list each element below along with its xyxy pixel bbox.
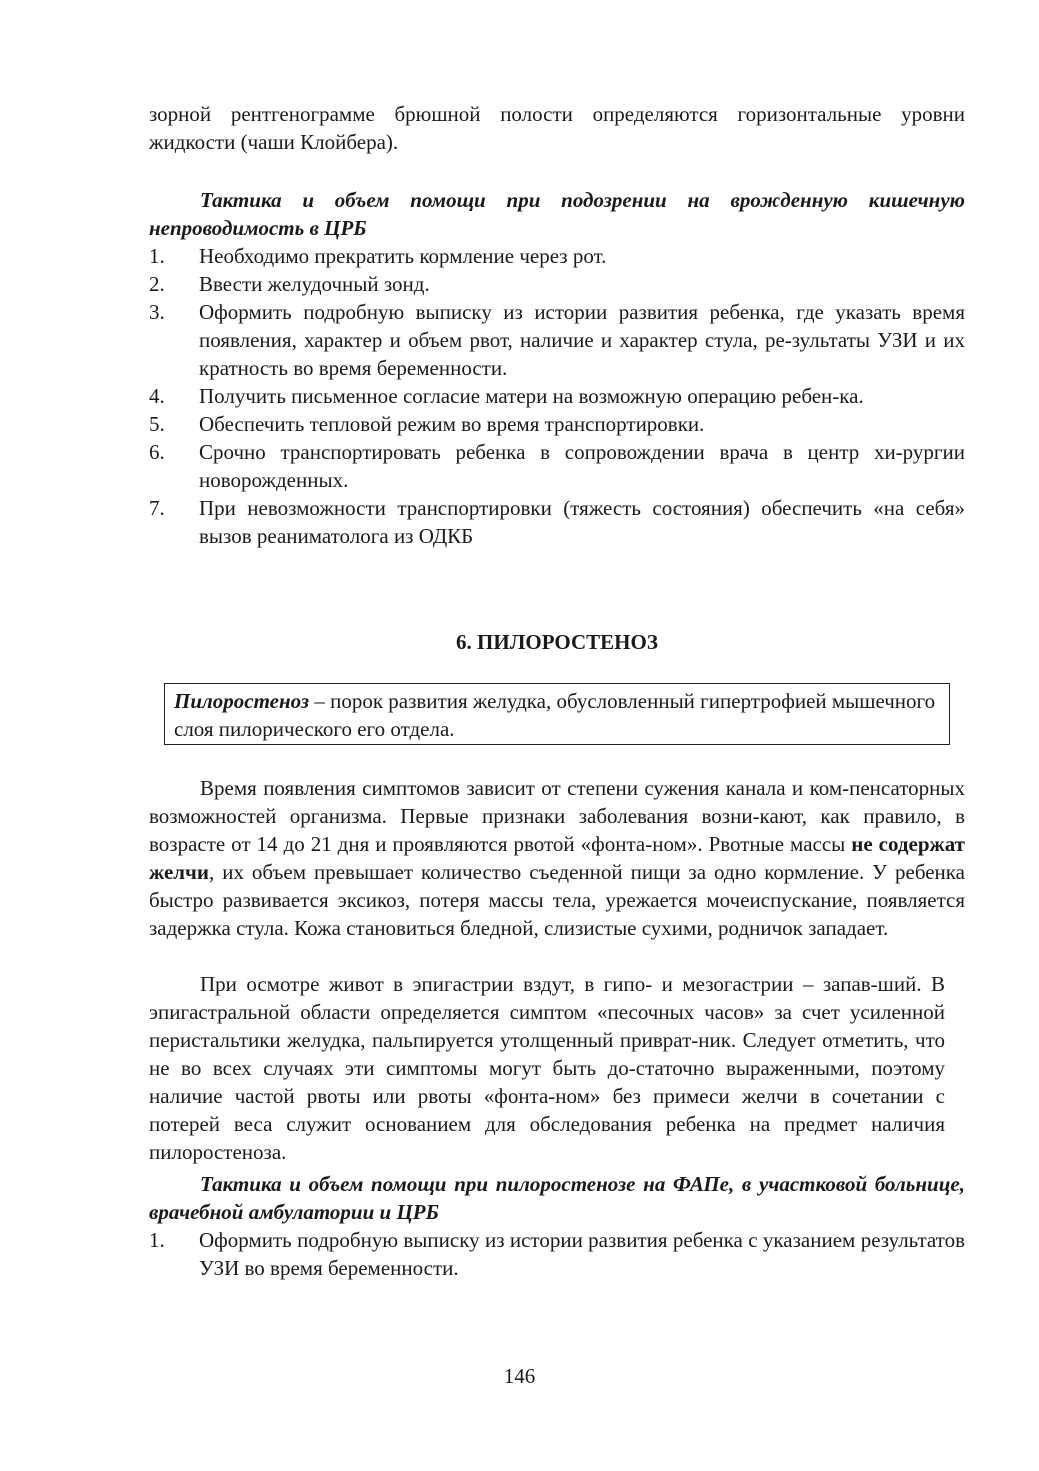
intro-paragraph: зорной рентгенограмме брюшной полости определяются горизонтальные уровни жидкости (чаши Клойбера). xyxy=(149,102,965,154)
tactics-crb-heading: Тактика и объем помощи при подозрении на врожденную кишечную непроводимость в ЦРБ xyxy=(149,188,965,240)
definition-term: Пилоростеноз xyxy=(174,689,310,713)
list-item: 4. Получить письменное согласие матери на возможную операцию ребен-ка. xyxy=(149,384,864,408)
list-item: 5. Обеспечить тепловой режим во время транспортировки. xyxy=(149,412,705,436)
list-item: 1. Оформить подробную выписку из истории развития ребенка с указанием результатов УЗИ во время беременности. xyxy=(149,1228,965,1280)
list-item: 6. Срочно транспортировать ребенка в сопровождении врача в центр хи-рургии новорожденных. xyxy=(149,440,965,492)
tactics-pyloro-list xyxy=(149,1226,965,1282)
definition-text: – порок развития желудка, обусловленный гипертрофией мышечного слоя пилорического его отдела. xyxy=(174,689,936,741)
paragraph-examination: При осмотре живот в эпигастрии вздут, в гипо- и мезогастрии – запав-ший. В эпигастральной области определяется симптом «песочных часов» за счет усиленной перистальтики желудка, пальпируется утолщенный приврат-ник. Следует отметить, что не во всех случаях эти симптомы могут быть до-статочно выраженными, поэтому наличие частой рвоты или рвоты «фонта-ном» без примеси желчи в сочетании с потерей веса служит основанием для обследования ребенка на предмет наличия пилоростеноза. xyxy=(149,972,945,1164)
list-item: 1. Необходимо прекратить кормление через рот. xyxy=(149,244,607,268)
emphasis-no-bile: не содержат желчи xyxy=(149,832,965,884)
tactics-pyloro-heading: Тактика и объем помощи при пилоростенозе на ФАПе, в участковой больнице, врачебной амбулатории и ЦРБ xyxy=(149,1172,965,1224)
section-title: 6. ПИЛОРОСТЕНОЗ xyxy=(456,630,658,654)
page-number: 146 xyxy=(503,1364,536,1388)
list-item: 3. Оформить подробную выписку из истории развития ребенка, где указать время появления, характер и объем рвот, наличие и характер стула, ре-зультаты УЗИ и их кратность во время беременности. xyxy=(149,300,965,380)
definition-box xyxy=(164,683,950,745)
tactics-crb-list xyxy=(149,242,965,550)
list-item: 2. Ввести желудочный зонд. xyxy=(149,272,430,296)
list-item: 7. При невозможности транспортировки (тяжесть состояния) обеспечить «на себя» вызов реаниматолога из ОДКБ xyxy=(149,496,965,548)
paragraph-symptoms: Время появления симптомов зависит от степени сужения канала и ком-пенсаторных возможностей организма. Первые признаки заболевания возни-кают, как правило, в возрасте от 14 до 21 дня и проявляются рвотой «фонта-ном». Рвотные массы не содержат желчи, их объем превышает количество съеденной пищи за одно кормление. У ребенка быстро развивается эксикоз, потеря массы тела, урежается мочеиспускание, появляется задержка стула. Кожа становиться бледной, слизистые сухими, родничок западает. xyxy=(149,776,965,940)
